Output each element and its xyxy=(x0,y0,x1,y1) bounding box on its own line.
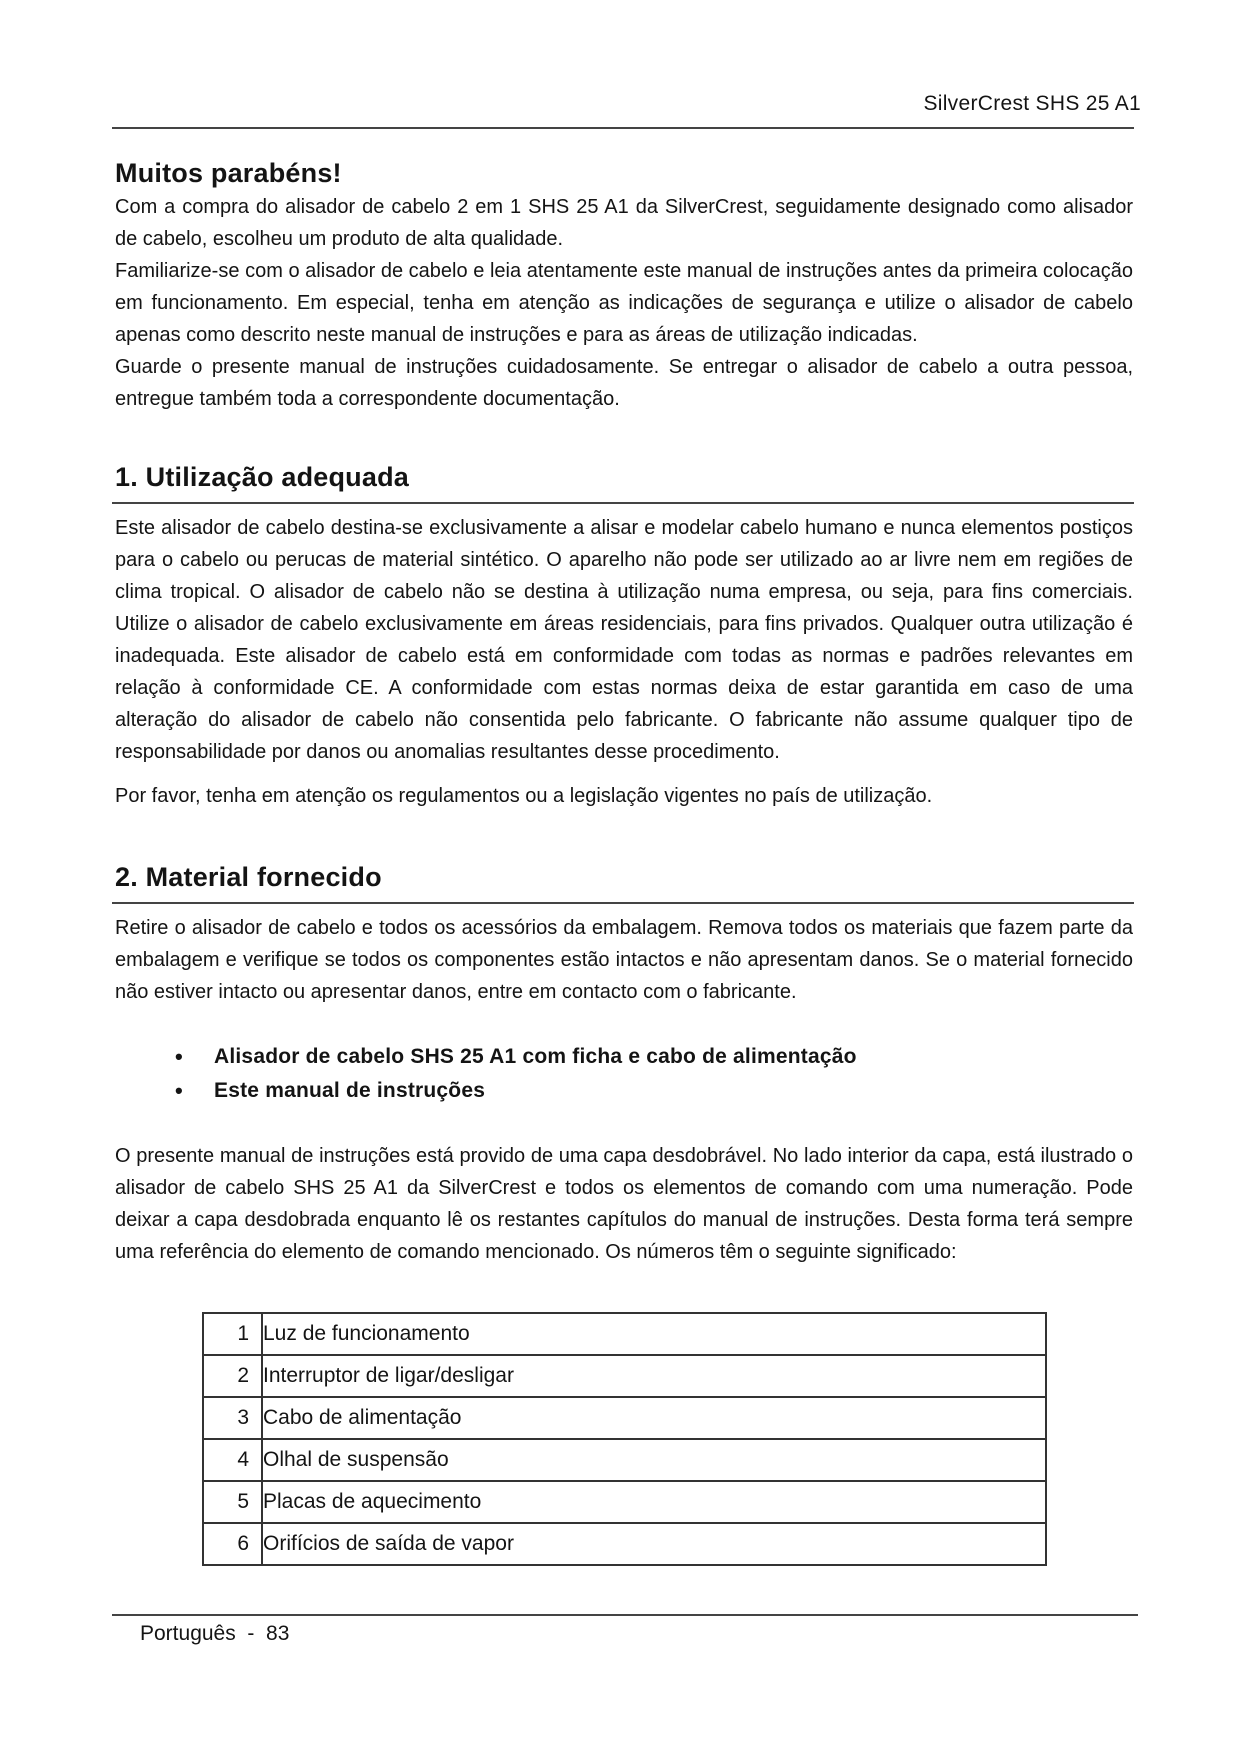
supplied-items-list xyxy=(172,1040,857,1108)
table-row: 5 Placas de aquecimento xyxy=(203,1481,1046,1523)
list-item: • Alisador de cabelo SHS 25 A1 com ficha e cabo de alimentação xyxy=(172,1040,857,1074)
header-rule xyxy=(112,127,1134,129)
section-supplied-material xyxy=(115,862,1133,893)
table-row: 6 Orifícios de saída de vapor xyxy=(203,1523,1046,1565)
section-rule xyxy=(112,502,1134,504)
intro-paragraph: Com a compra do alisador de cabelo 2 em 1 SHS 25 A1 da SilverCrest, seguidamente designado como alisador de cabelo, escolheu um produto de alta qualidade. xyxy=(115,196,1133,250)
page-header-title: SilverCrest SHS 25 A1 xyxy=(923,92,1141,115)
parts-table xyxy=(202,1312,1047,1566)
section-title: 1. Utilização adequada xyxy=(115,462,409,492)
page-footer: Português - 83 xyxy=(140,1622,290,1645)
intro-paragraph: Guarde o presente manual de instruções cuidadosamente. Se entregar o alisador de cabelo a outra pessoa, entregue também toda a correspondente documentação. xyxy=(115,356,1133,410)
table-row: 1 Luz de funcionamento xyxy=(203,1313,1046,1355)
table-row: 2 Interruptor de ligar/desligar xyxy=(203,1355,1046,1397)
bullet-icon: • xyxy=(175,1044,183,1069)
section-rule xyxy=(112,902,1134,904)
bullet-icon: • xyxy=(175,1078,183,1103)
list-item: • Este manual de instruções xyxy=(172,1074,857,1108)
intro-section xyxy=(115,158,1133,415)
section-supplied-material-description xyxy=(115,1140,1133,1268)
table-row: 4 Olhal de suspensão xyxy=(203,1439,1046,1481)
section-supplied-material-body xyxy=(115,912,1133,1008)
footer-rule xyxy=(112,1614,1138,1616)
section-title: 2. Material fornecido xyxy=(115,862,382,892)
section-intended-use-body xyxy=(115,512,1133,812)
intro-paragraph: Familiarize-se com o alisador de cabelo e leia atentamente este manual de instruções antes da primeira colocação em funcionamento. Em especial, tenha em atenção as indicações de segurança e utilize o alisador de cabelo apenas como descrito neste manual de instruções e para as áreas de utilização indicadas. xyxy=(115,260,1133,346)
section-paragraph: Retire o alisador de cabelo e todos os acessórios da embalagem. Remova todos os materiais que fazem parte da embalagem e verifique se todos os componentes estão intactos e não apresentam danos. Se o material fornecido não estiver intacto ou apresentar danos, entre em contacto com o fabricante. xyxy=(115,917,1133,1003)
table-row: 3 Cabo de alimentação xyxy=(203,1397,1046,1439)
intro-title: Muitos parabéns! xyxy=(115,158,342,188)
section-intended-use xyxy=(115,462,1133,493)
section-paragraph: Este alisador de cabelo destina-se exclusivamente a alisar e modelar cabelo humano e nunca elementos postiços para o cabelo ou perucas de material sintético. O aparelho não pode ser utilizado ao ar livre nem em regiões de clima tropical. O alisador de cabelo não se destina à utilização numa empresa, ou seja, para fins comerciais. Utilize o alisador de cabelo exclusivamente em áreas residenciais, para fins privados. Qualquer outra utilização é inadequada. Este alisador de cabelo está em conformidade com todas as normas e padrões relevantes em relação à conformidade CE. A conformidade com estas normas deixa de estar garantida em caso de uma alteração do alisador de cabelo não consentida pelo fabricante. O fabricante não assume qualquer tipo de responsabilidade por danos ou anomalias resultantes desse procedimento. xyxy=(115,517,1133,763)
section-paragraph: O presente manual de instruções está provido de uma capa desdobrável. No lado interior da capa, está ilustrado o alisador de cabelo SHS 25 A1 da SilverCrest e todos os elementos de comando com uma numeração. Pode deixar a capa desdobrada enquanto lê os restantes capítulos do manual de instruções. Desta forma terá sempre uma referência do elemento de comando mencionado. Os números têm o seguinte significado: xyxy=(115,1145,1133,1263)
section-paragraph: Por favor, tenha em atenção os regulamentos ou a legislação vigentes no país de utilização. xyxy=(115,785,933,807)
